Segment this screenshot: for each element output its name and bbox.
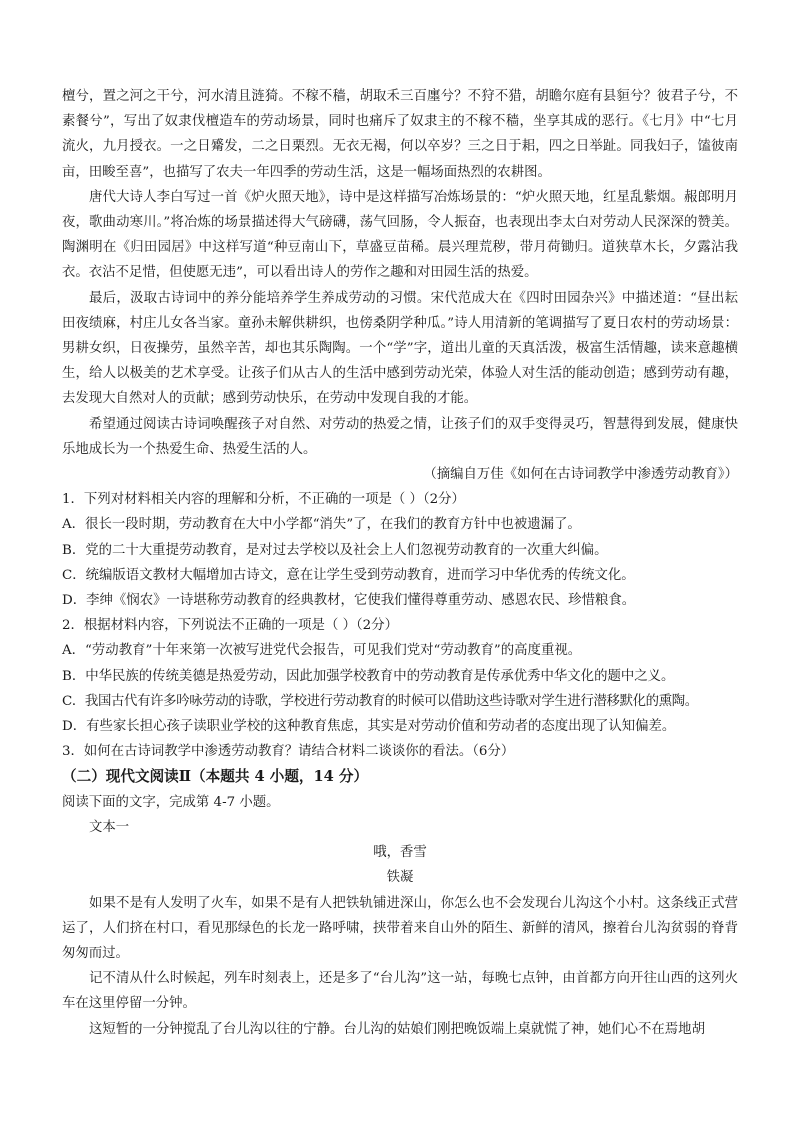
question-2-option-d: D．有些家长担心孩子读职业学校的这种教育焦虑，其实是对劳动价值和劳动者的态度出现了认知偏差。 [62,719,676,735]
material-paragraph-1: 檀兮，置之河之干兮，河水清且涟猗。不稼不穑，胡取禾三百廛兮？不狩不猎，胡瞻尔庭有县貆兮？彼君子兮，不素餐兮”，写出了奴隶伐檀造车的劳动场景，同时也痛斥了奴隶主的不稼不穑，坐享其成的恶行。《七月》中“七月流火，九月授衣。一之日觱发，二之日栗烈。无衣无褐，何以卒岁？三之日于耜，四之日举趾。同我妇子，馌彼南亩，田畯至喜”，也描写了农夫一年四季的劳动生活，这是一幅场面热烈的农耕图。 [62,89,738,180]
material-paragraph-4: 希望通过阅读古诗词唤醒孩子对自然、对劳动的热爱之情，让孩子们的双手变得灵巧，智慧得到发展，健康快乐地成长为一个热爱生命、热爱生活的人。 [62,416,738,457]
question-1-option-b: B．党的二十大重提劳动教育，是对过去学校以及社会上人们忽视劳动教育的一次重大纠偏。 [62,542,608,558]
question-1: 1．下列对材料相关内容的理解和分析，不正确的一项是（ ）（2分） [62,492,465,508]
question-1-option-a: A．很长一段时期，劳动教育在大中小学都“消失”了，在我们的教育方针中也被遗漏了。 [62,517,581,533]
questions-block [62,487,738,764]
question-1-option-d: D．李绅《悯农》一诗堪称劳动教育的经典教材，它使我们懂得尊重劳动、感恩农民、珍惜粮食。 [62,593,636,609]
section-instruction: 阅读下面的文字，完成第 4-7 小题。 [62,794,280,810]
story-paragraph-1: 如果不是有人发明了火车，如果不是有人把铁轨铺进深山，你怎么也不会发现台儿沟这个小村。这条线正式营运了，人们挤在村口，看见那绿色的长龙一路呼啸，挟带着来自山外的陌生、新鲜的清风，擦着台儿沟贫弱的脊背匆匆而过。 [62,895,738,961]
story-author: 铁凝 [386,870,414,886]
story-paragraph-2: 记不清从什么时候起，列车时刻表上，还是多了“台儿沟”这一站，每晚七点钟，由首都方向开往山西的这列火车在这里停留一分钟。 [62,971,738,1012]
section-heading: （二）现代文阅读Ⅱ（本题共 4 小题，14 分） [62,768,369,786]
material-body [62,84,738,487]
story-title: 哦，香雪 [373,845,427,861]
question-3: 3．如何在古诗词教学中渗透劳动教育？请结合材料二谈谈你的看法。（6分） [62,744,515,760]
source-citation: （摘编自万佳《如何在古诗词教学中渗透劳动教育》） [423,467,738,483]
question-1-option-c: C．统编版语文教材大幅增加古诗文，意在让学生受到劳动教育，进而学习中华优秀的传统文化。 [62,567,635,583]
section-two [62,764,738,1041]
question-2-option-c: C．我国古代有许多吟咏劳动的诗歌，学校进行劳动教育的时候可以借助这些诗歌对学生进行潜移默化的熏陶。 [62,693,698,709]
material-paragraph-2: 唐代大诗人李白写过一首《炉火照天地》，诗中是这样描写冶炼场景的：“炉火照天地，红星乱紫烟。赧郎明月夜，歌曲动寒川。”将冶炼的场景描述得大气磅礴，荡气回肠，令人振奋，也表现出李太白对劳动人民深深的赞美。陶渊明在《归田园居》中这样写道“种豆南山下，草盛豆苗稀。晨兴理荒秽，带月荷锄归。道狭草木长，夕露沾我衣。衣沾不足惜，但使愿无违”，可以看出诗人的劳作之趣和对田园生活的热爱。 [62,189,738,281]
story-paragraph-3: 这短暂的一分钟搅乱了台儿沟以往的宁静。台儿沟的姑娘们刚把晚饭端上桌就慌了神，她们心不在焉地胡 [89,1021,705,1037]
question-2-option-a: A．“劳动教育”十年来第一次被写进党代会报告，可见我们党对“劳动教育”的高度重视。 [62,643,582,659]
question-2: 2．根据材料内容，下列说法不正确的一项是（ ）（2分） [62,618,398,634]
question-2-option-b: B．中华民族的传统美德是热爱劳动，因此加强学校教育中的劳动教育是传承优秀中华文化的题中之义。 [62,668,675,684]
text-label: 文本一 [89,819,130,835]
material-paragraph-3: 最后，汲取古诗词中的养分能培养学生养成劳动的习惯。宋代范成大在《四时田园杂兴》中描述道：“昼出耘田夜绩麻，村庄儿女各当家。童孙未解供耕织，也傍桑阴学种瓜。”诗人用清新的笔调描写了夏日农村的劳动场景：男耕女织，日夜操劳，虽然辛苦，却也其乐陶陶。一个“学”字，道出儿童的天真活泼，极富生活情趣，读来意趣横生，给人以极美的艺术享受。让孩子们从古人的生活中感到劳动光荣，体验人对生活的能动创造；感到劳动有趣，去发现大自然对人的贡献；感到劳动快乐，在劳动中发现自我的才能。 [62,290,738,407]
